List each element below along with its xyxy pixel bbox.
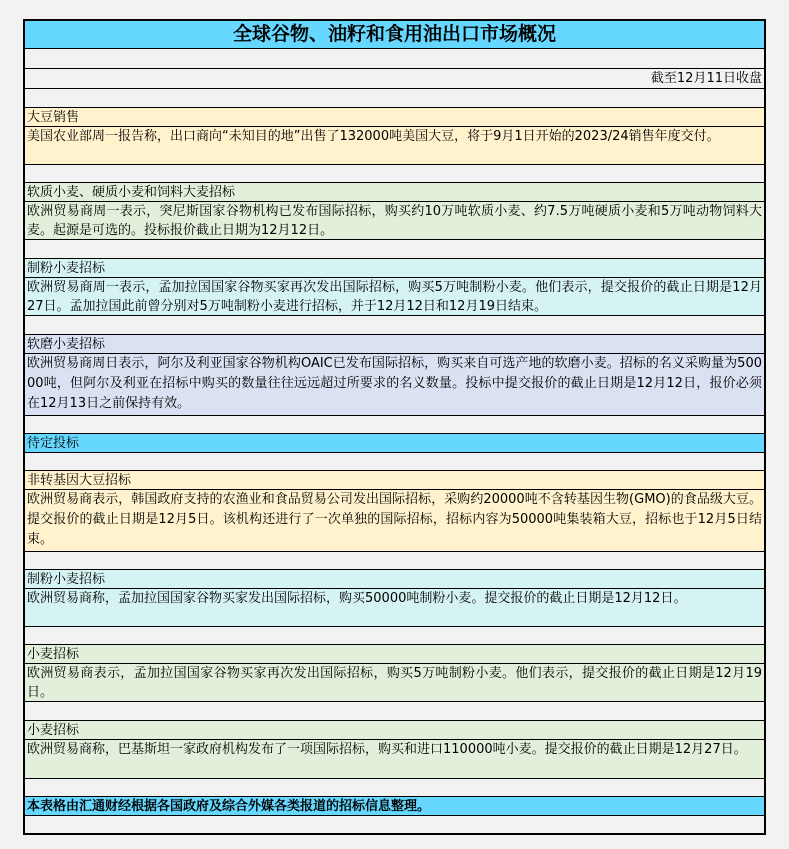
empty-row: [25, 240, 764, 259]
section-body-wheat-tender-1: 欧洲贸易商表示，孟加拉国国家谷物买家再次发出国际招标，购买5万吨制粉小麦。他们表示，提交报价的截止日期是12月19日。: [27, 666, 762, 700]
date-note: 截至12月11日收盘: [25, 69, 764, 89]
section-body-soft-milling-wheat-tender: 欧洲贸易商周日表示，阿尔及利亚国家谷物机构OAIC已发布国际招标，购买来自可选产地的软磨小麦。招标的名义采购量为50000吨，但阿尔及利亚在招标中购买的数量往往远远超过所要求的名义数量。投标中提交报价的截止日期是12月12日，报价必须在12月13日之前保持有效。: [25, 354, 764, 416]
section-body-milling-wheat-tender-2: 欧洲贸易商称，孟加拉国国家谷物买家发出国际招标，购买50000吨制粉小麦。提交报价的截止日期是12月12日。: [25, 589, 764, 627]
section-heading-wheat-tender-2: 小麦招标: [25, 721, 764, 740]
section-heading-non-gmo-soybean-tender: 非转基因大豆招标: [25, 471, 764, 490]
section-body-soybean-sales: 美国农业部周一报告称，出口商向“未知目的地”出售了132000吨美国大豆，将于9月1日开始的2023/24销售年度交付。: [25, 127, 764, 165]
section-body-non-gmo-soybean-tender: 欧洲贸易商表示，韩国政府支持的农渔业和食品贸易公司发出国际招标，采购约20000吨不含转基因生物(GMO)的食品级大豆。提交报价的截止日期是12月5日。该机构还进行了一次单独的国际招标，招标内容为50000吨集装箱大豆，招标也于12月5日结束。: [25, 490, 764, 552]
section-heading-milling-wheat-tender: 制粉小麦招标: [25, 259, 764, 278]
section-body-wheat-tender-2: 欧洲贸易商称，巴基斯坦一家政府机构发布了一项国际招标，购买和进口110000吨小麦。提交报价的截止日期是12月27日。: [25, 740, 764, 779]
spreadsheet-table: [23, 19, 766, 835]
empty-row: [25, 89, 764, 108]
empty-row: [25, 552, 764, 570]
empty-row: [25, 49, 764, 69]
empty-row: [25, 627, 764, 645]
empty-row: [25, 702, 764, 721]
section-heading-soft-milling-wheat-tender: 软磨小麦招标: [25, 335, 764, 354]
section-heading-wheat-barley-tender: 软质小麦、硬质小麦和饲料大麦招标: [25, 183, 764, 202]
section-body-wheat-barley-tender: 欧洲贸易商周一表示，突尼斯国家谷物机构已发布国际招标，购买约10万吨软质小麦、约7.5万吨硬质小麦和5万吨动物饲料大麦。起源是可选的。投标报价截止日期为12月12日。: [27, 204, 762, 238]
section-heading-milling-wheat-tender-2: 制粉小麦招标: [25, 570, 764, 589]
empty-row: [25, 165, 764, 183]
empty-row: [25, 316, 764, 335]
page-title: 全球谷物、油籽和食用油出口市场概况: [25, 21, 764, 49]
pending-tenders-heading: 待定投标: [25, 434, 764, 453]
footer-note: 本表格由汇通财经根据各国政府及综合外媒各类报道的招标信息整理。: [25, 797, 764, 816]
empty-row: [25, 816, 764, 833]
empty-row: [25, 416, 764, 434]
empty-row: [25, 779, 764, 797]
section-heading-soybean-sales: 大豆销售: [25, 108, 764, 127]
section-heading-wheat-tender-1: 小麦招标: [25, 645, 764, 664]
empty-row: [25, 453, 764, 471]
section-body-milling-wheat-tender: 欧洲贸易商周一表示，孟加拉国国家谷物买家再次发出国际招标，购买5万吨制粉小麦。他们表示，提交报价的截止日期是12月27日。孟加拉国此前曾分别对5万吨制粉小麦进行招标，并于12月12日和12月19日结束。: [27, 280, 762, 314]
